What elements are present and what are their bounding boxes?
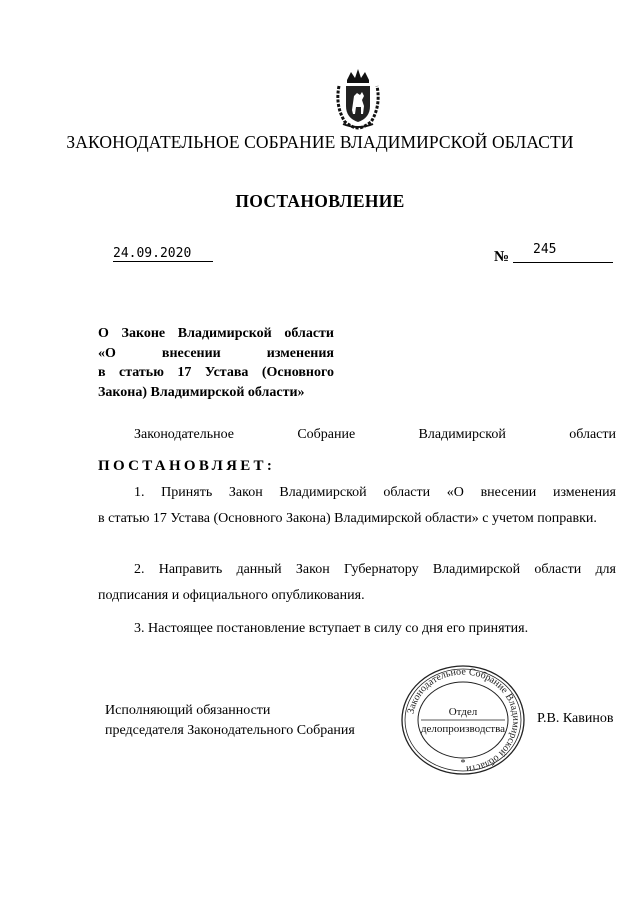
- number-sign: №: [494, 249, 510, 265]
- organization-title: ЗАКОНОДАТЕЛЬНОЕ СОБРАНИЕ ВЛАДИМИРСКОЙ ОБЛАСТИ: [66, 132, 574, 152]
- resolves-heading: ПОСТАНОВЛЯЕТ:: [98, 458, 276, 474]
- paragraph-rest: в статью 17 Устава (Основного Закона) Владимирской области» с учетом поправки.: [98, 511, 597, 526]
- coat-of-arms-emblem: [333, 66, 383, 130]
- subject-line: «О внесении изменения: [98, 345, 334, 361]
- number-underline: [513, 262, 613, 263]
- paragraph-first-line: 2. Направить данный Закон Губернатору Владимирской области для: [134, 562, 616, 577]
- stamp-inner-line: делопроизводства: [420, 723, 506, 735]
- preamble-word: Собрание: [297, 427, 356, 442]
- resolution-paragraph-3: [98, 616, 616, 642]
- signer-name: Р.В. Кавинов: [537, 711, 614, 726]
- subject-line: О Законе Владимирской области: [98, 326, 334, 341]
- paragraph-first-line: 1. Принять Закон Владимирской области «О внесении изменения: [134, 485, 616, 500]
- signer-position-line: председателя Законодательного Собрания: [105, 723, 355, 738]
- office-stamp: [399, 664, 527, 776]
- paragraph-first-line: 3. Настоящее постановление вступает в силу со дня его принятия.: [134, 621, 529, 636]
- preamble-word: Владимирской: [418, 427, 506, 442]
- stamp-outer-text: Законодательное Собрание Владимирской области: [405, 666, 522, 775]
- document-subject: [98, 324, 334, 402]
- stamp-star: *: [460, 758, 466, 769]
- subject-line: в статью 17 Устава (Основного: [98, 365, 334, 380]
- preamble: [134, 427, 616, 443]
- document-number: 245: [533, 242, 557, 257]
- preamble-word: Законодательное: [134, 427, 234, 442]
- stamp-inner-line: Отдел: [448, 706, 478, 718]
- signer-position-line: Исполняющий обязанности: [105, 703, 271, 718]
- document-date: 24.09.2020: [113, 246, 213, 262]
- paragraph-rest: подписания и официального опубликования.: [98, 588, 365, 603]
- resolution-paragraph-2: [98, 557, 616, 609]
- preamble-word: области: [569, 427, 616, 442]
- document-type-title: ПОСТАНОВЛЕНИЕ: [235, 191, 405, 211]
- subject-line: Закона) Владимирской области»: [98, 384, 305, 400]
- signer-position: [105, 701, 355, 741]
- resolution-paragraph-1: [98, 480, 616, 532]
